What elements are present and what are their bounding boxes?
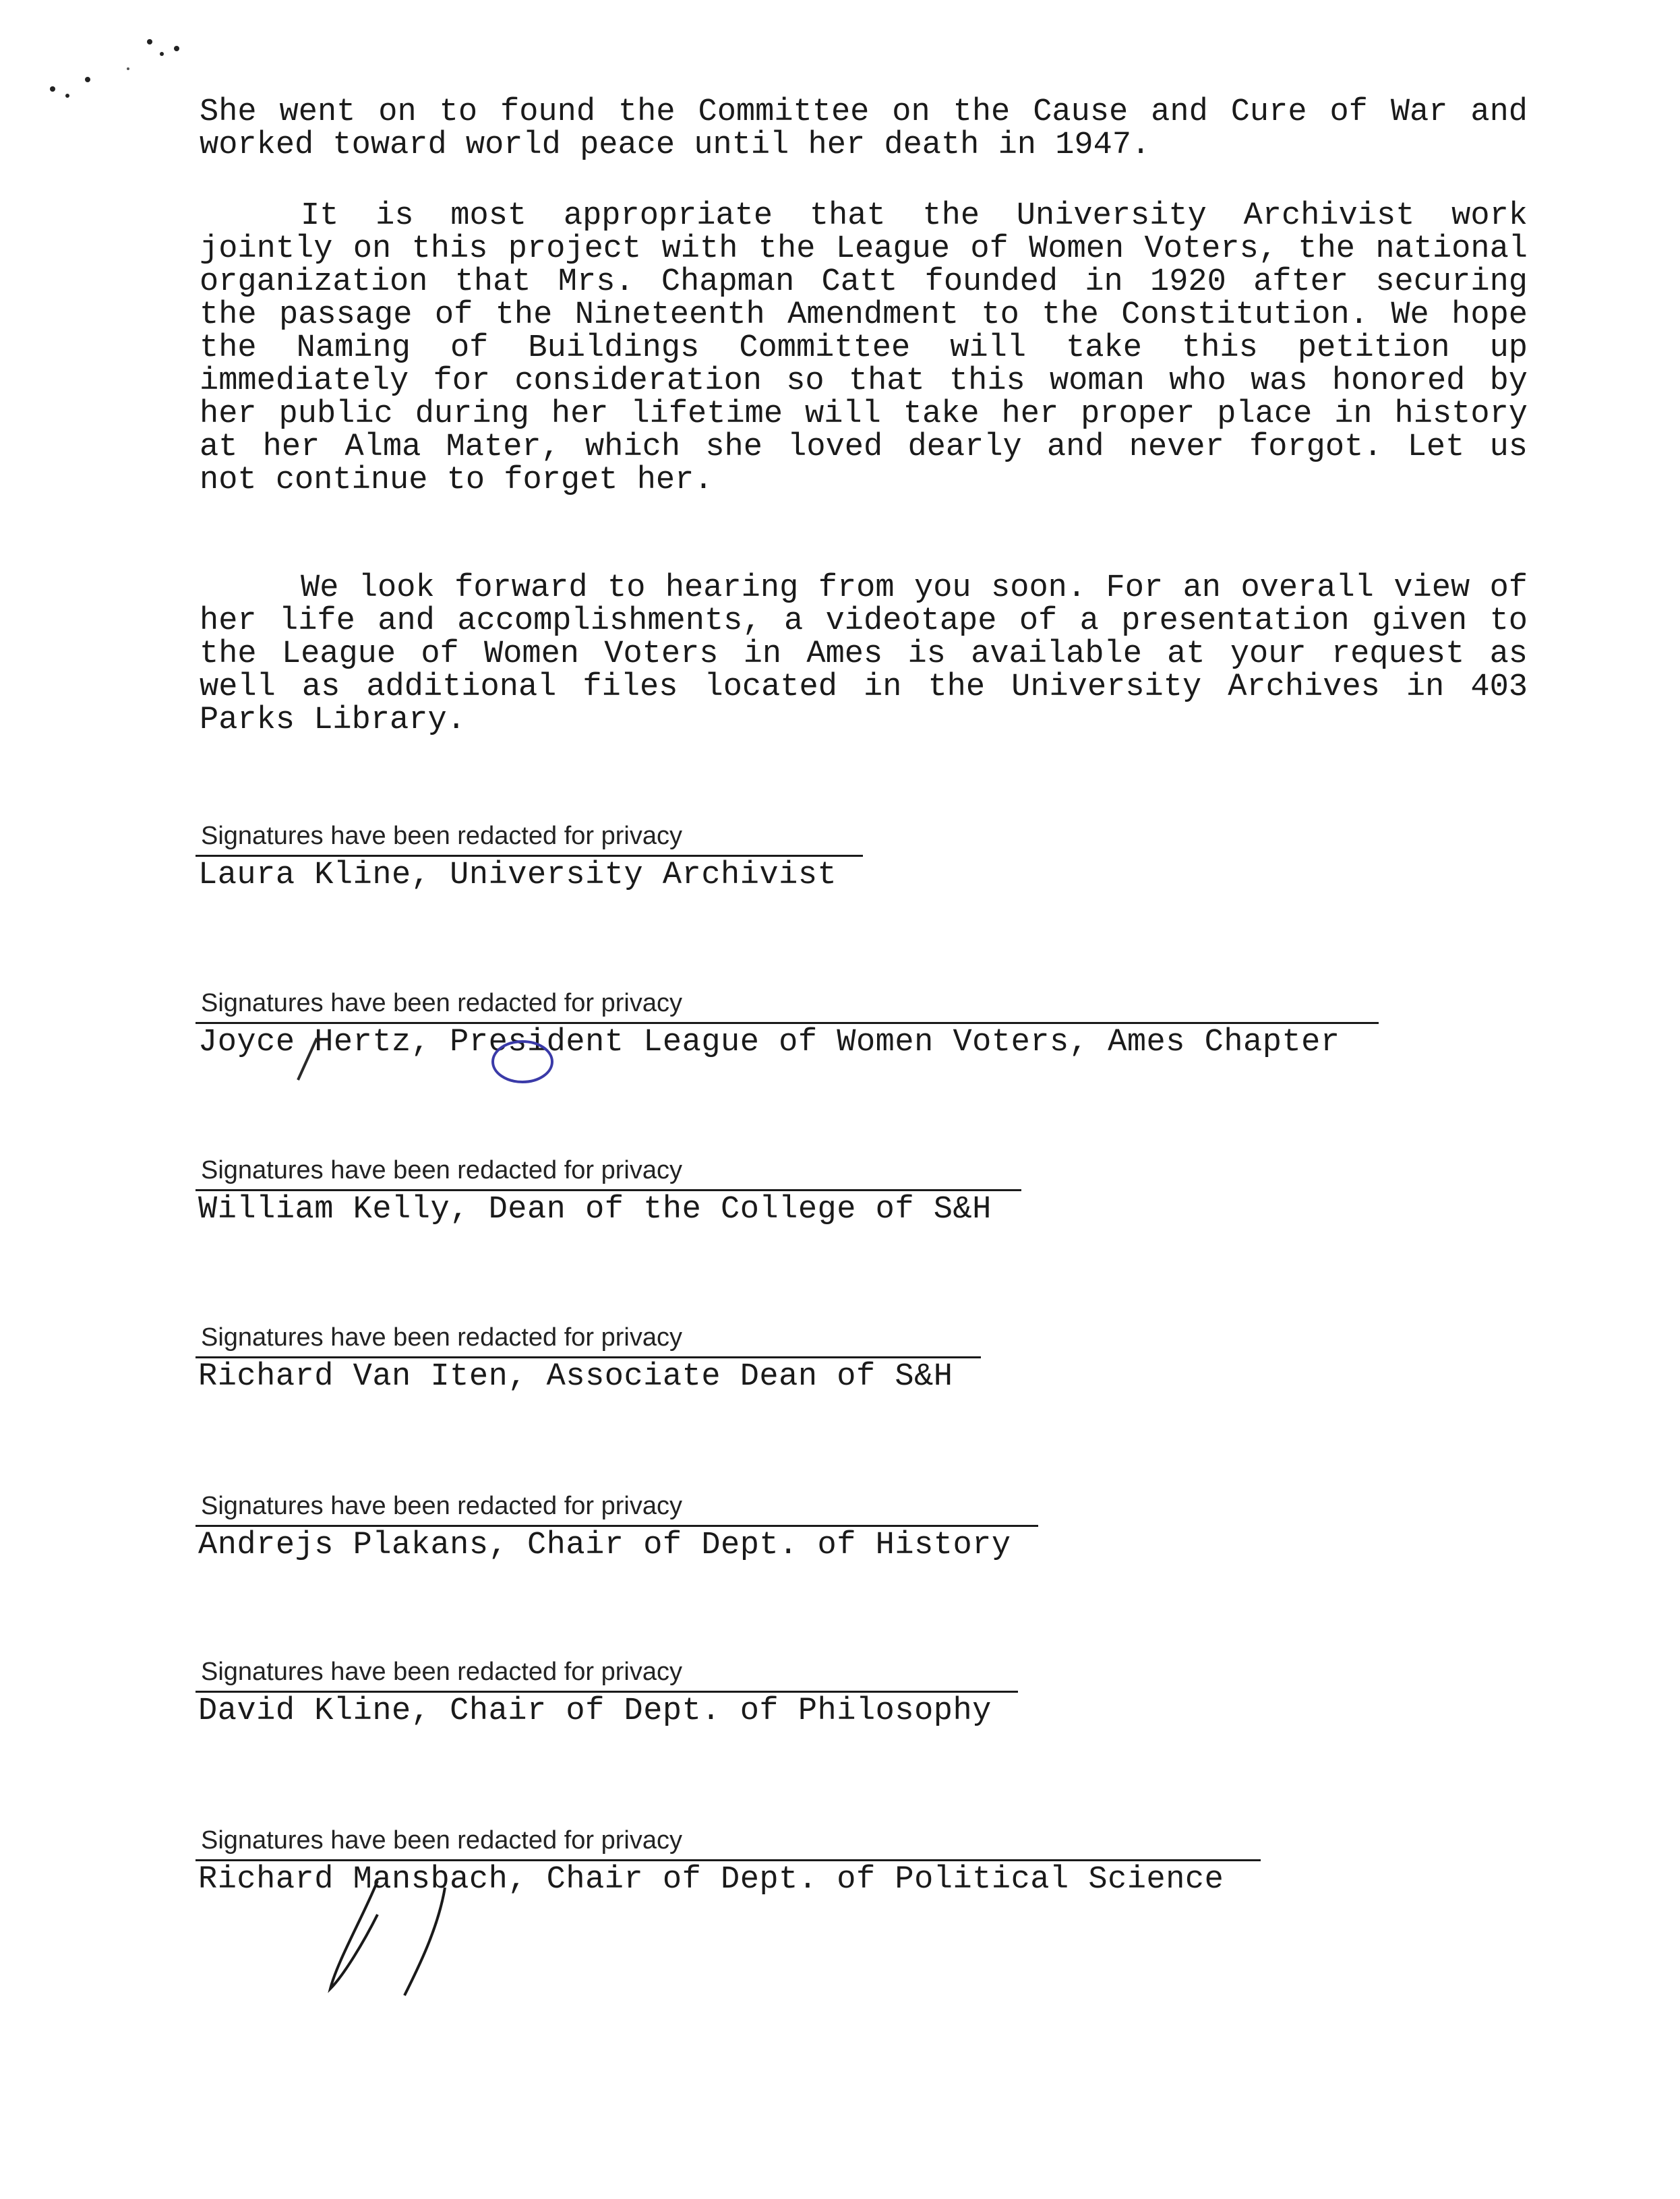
signatory-name: Laura Kline, University Archivist bbox=[198, 857, 837, 893]
signatory-name: David Kline, Chair of Dept. of Philosophy bbox=[198, 1693, 992, 1729]
signature-block bbox=[196, 1323, 981, 1396]
signature-block bbox=[196, 1155, 1021, 1229]
signatory-name: William Kelly, Dean of the College of S&H bbox=[198, 1192, 992, 1228]
signatory-name: Richard Mansbach, Chair of Dept. of Political Science bbox=[198, 1862, 1224, 1898]
redaction-notice: Signatures have been redacted for privacy bbox=[201, 989, 682, 1017]
signatory-name: Richard Van Iten, Associate Dean of S&H bbox=[198, 1359, 953, 1395]
paragraph-closing: We look forward to hearing from you soon. For an overall view of her life and accomplishments, a videotape of a presentation given to the League of Women Voters in Ames is available at your request as well as additional files located in the University Archives in 403 Parks Library. bbox=[200, 570, 1528, 738]
redaction-notice: Signatures have been redacted for privacy bbox=[201, 1826, 682, 1855]
paragraph-archivist-petition: It is most appropriate that the University Archivist work jointly on this project with the League of Women Voters, the national organization that Mrs. Chapman Catt founded in 1920 after securing the passage of the Nineteenth Amendment to the Constitution. We hope the Naming of Buildings Committee will take this petition up immediately for consideration so that this woman who was honored by her public during her lifetime will take her proper place in history at her Alma Mater, which she loved dearly and never forgot. Let us not continue to forget her. bbox=[200, 198, 1528, 498]
signature-block bbox=[196, 988, 1379, 1062]
signature-block bbox=[196, 1491, 1038, 1565]
redaction-notice: Signatures have been redacted for privacy bbox=[201, 1323, 682, 1352]
redaction-notice: Signatures have been redacted for privacy bbox=[201, 1658, 682, 1686]
redaction-notice: Signatures have been redacted for privacy bbox=[201, 1156, 682, 1184]
scan-specks bbox=[0, 0, 216, 135]
signature-block bbox=[196, 821, 863, 895]
redaction-notice: Signatures have been redacted for privacy bbox=[201, 1492, 682, 1520]
signature-block bbox=[196, 1657, 1018, 1730]
signatory-name: Andrejs Plakans, Chair of Dept. of History bbox=[198, 1528, 1011, 1563]
paragraph-war-committee: She went on to found the Committee on the Cause and Cure of War and worked toward world peace until her death in 1947. bbox=[200, 94, 1528, 163]
signature-block bbox=[196, 1826, 1261, 1899]
signatory-name: Joyce Hertz, President League of Women Voters, Ames Chapter bbox=[198, 1025, 1340, 1060]
redaction-notice: Signatures have been redacted for privacy bbox=[201, 822, 682, 850]
